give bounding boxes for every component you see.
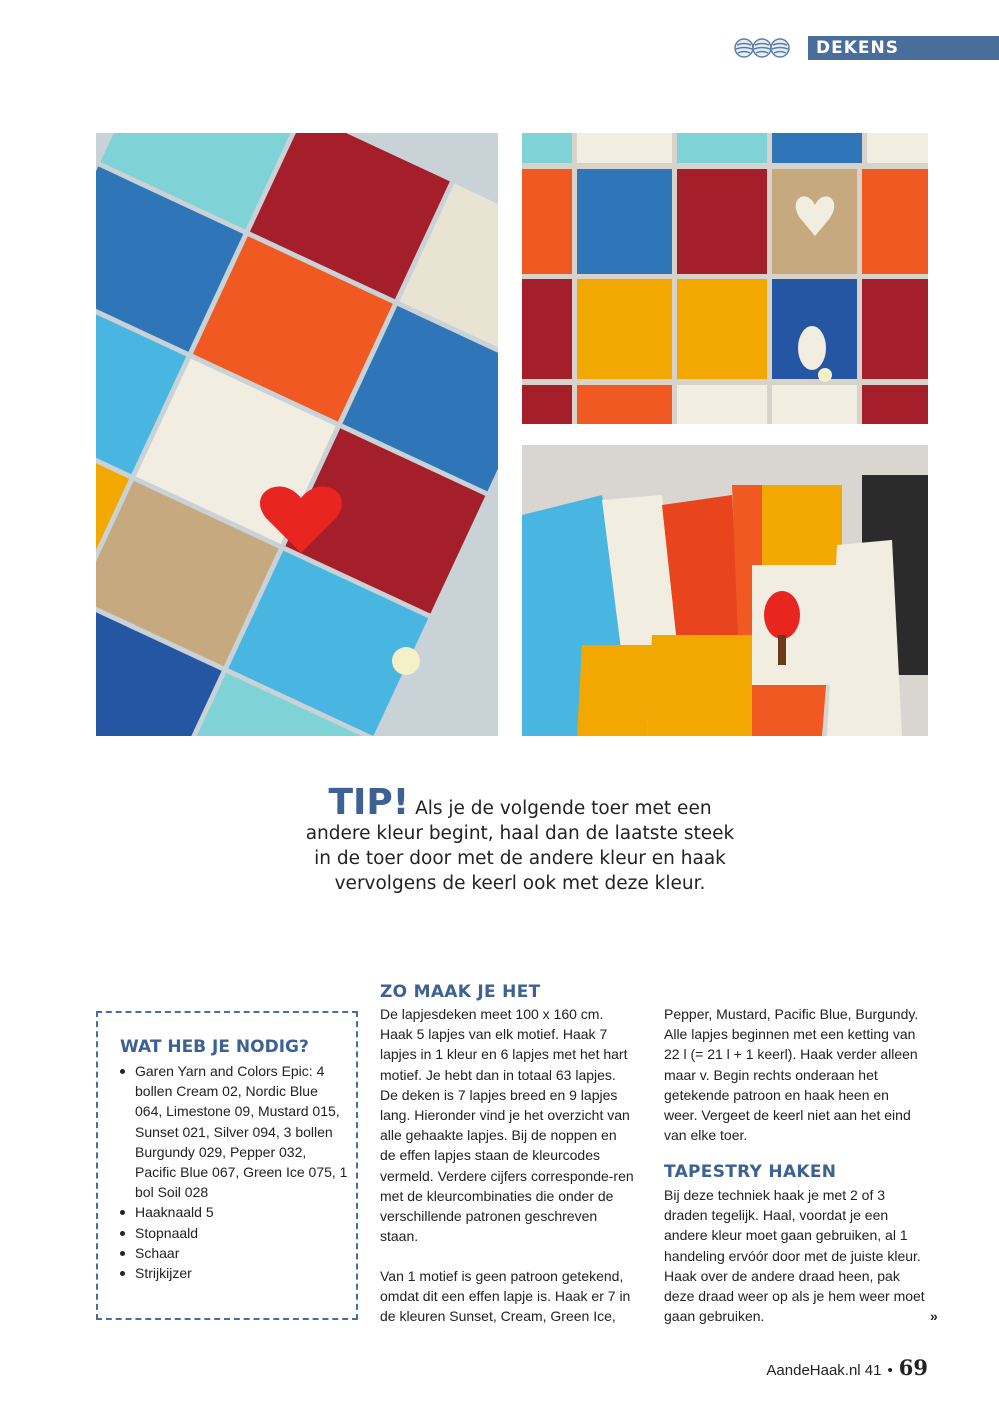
photo-blanket-flat xyxy=(522,133,928,424)
howto-paragraph-3: Pepper, Mustard, Pacific Blue, Burgundy. Alle lapjes beginnen met een ketting van 22 l (= 21 l + 1 keerl). Haak verder alleen maar v. Begin rechts onderaan het getekende patroon en haak heen en weer. Vergeet de keerl niet aan het eind van elke toer. xyxy=(664,1006,919,1144)
yarn-balls-icon xyxy=(732,36,802,60)
footer-dot: • xyxy=(887,1362,893,1379)
tip-label: TIP! xyxy=(328,782,410,823)
list-item: Stopnaald xyxy=(108,1223,348,1243)
list-item: Haaknaald 5 xyxy=(108,1202,348,1222)
tip-box xyxy=(300,782,740,896)
howto-paragraph-1: De lapjesdeken meet 100 x 160 cm. Haak 5 lapjes van elk motief. Haak 7 lapjes in 1 kleur en 6 lapjes met het hart motief. Je hebt dan in totaal 63 lapjes. De deken is 7 lapjes breed en 9 lapjes lang. Hieronder vind je het overzicht van alle gehaakte lapjes. Bij de noppen en de effen lapjes staan de kleurcodes vermeld. Verdere cijfers corresponde-ren met de kleurcombinaties die onder de verschillende patronen geschreven staan. xyxy=(380,1006,634,1245)
page-number: 69 xyxy=(898,1355,928,1380)
howto-title: ZO MAAK JE HET xyxy=(380,982,541,1002)
tapestry-title: TAPESTRY HAKEN xyxy=(664,1162,837,1182)
photo-blanket-draped xyxy=(522,445,928,736)
howto-paragraph-2: Van 1 motief is geen patroon getekend, omdat dit een effen lapje is. Haak er 7 in de kleuren Sunset, Cream, Green Ice, xyxy=(380,1268,631,1325)
list-item: Strijkijzer xyxy=(108,1263,348,1283)
list-item: Garen Yarn and Colors Epic: 4 bollen Cream 02, Nordic Blue 064, Limestone 09, Mustard 015, Sunset 021, Silver 094, 3 bollen Burgundy 029, Pepper 032, Pacific Blue 067, Green Ice 075, 1 bol Soil 028 xyxy=(108,1061,348,1202)
materials-box xyxy=(96,1011,358,1320)
materials-list xyxy=(108,1061,348,1283)
photo-blanket-diagonal xyxy=(96,133,498,736)
tip-text: Als je de volgende toer met een andere kleur begint, haal dan de laatste steek in de toer door met de andere kleur en haak vervolgens de keerl ook met deze kleur. xyxy=(305,798,735,894)
list-item: Schaar xyxy=(108,1243,348,1263)
footer-site: AandeHaak.nl 41 xyxy=(766,1362,882,1379)
continue-marker: » xyxy=(930,1308,938,1324)
materials-title: WAT HEB JE NODIG? xyxy=(120,1037,309,1057)
section-header xyxy=(808,36,999,60)
page-footer xyxy=(758,1355,928,1380)
section-label: DEKENS xyxy=(816,38,899,58)
tapestry-text: Bij deze techniek haak je met 2 of 3 draden tegelijk. Haal, voordat je een andere kleur moet gaan gebruiken, al 1 handeling ervóór door met de juiste kleur. Haak over de andere draad heen, pak deze draad weer op als je hem weer moet gaan gebruiken. xyxy=(664,1187,925,1325)
